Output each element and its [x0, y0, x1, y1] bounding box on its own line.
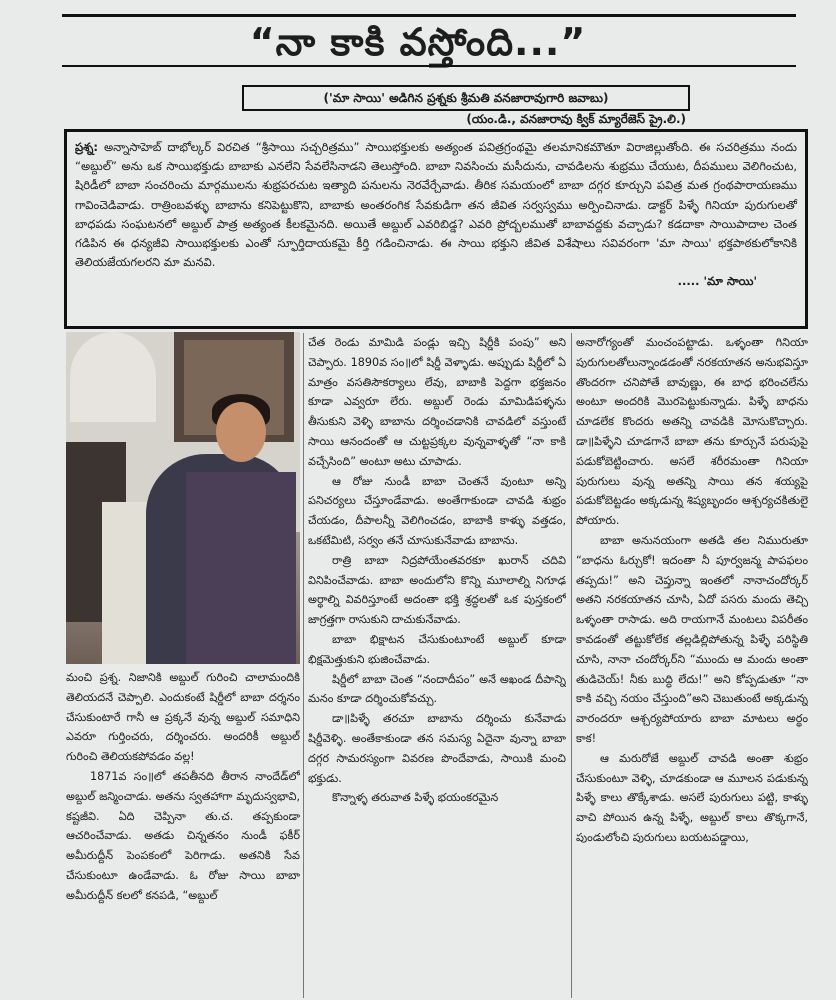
paragraph: ఆ మరురోజే అబ్దుల్ చావడి అంతా శుభ్రం చేసుకుంటూ వెళ్ళి, చూడకుండా ఆ మూలన పడుకున్న పిళ్ళే కాలు తొక్కేశాడు. అసలే పురుగులు పట్టి, కాళ్ళు వాచి పోయిన ఉన్న పిళ్ళే, అబ్దుల్ కాలు తొక్కగానే, పుండులోంచి పురుగులు బయటపడ్డాయి,: [576, 751, 808, 844]
question-text: అన్నాసాహెబ్ దాభోల్కర్ విరచిత “శ్రీసాయి సచ్చరిత్రము” సాయిభక్తులకు అత్యంత పవిత్రగ్రంథమై తలమానికమౌతూ విరాజిల్లుతోంది. ఈ సచరిత్రము నందు “అబ్దుల్” అను ఒక సాయిభక్తుడు బాబాకు ఎనలేని సేవలేసినాడని తెలుస్తోంది. బాబా నివసించు మసీదును, చావడిలను శుభ్రము చేయుట, దీపములు వెలిగించుట, షిరిడీలో బాబా సంచరించు మార్గములను శుభ్రపరచుట ఇత్యాది పనులను నెరవేర్చేవాడు. తీరిక సమయంలో బాబా దగ్గర కూర్చుని పవిత్ర మత గ్రంథపారాయణము గావించెడివాడు. రాత్రింబవళ్ళు బాబాను కనిపెట్టుకొని, బాబాకు అంతరంగిక సేవకుడిగా తన జీవిత సర్వస్వము అర్పించినాడు. డాక్టర్ పిళ్ళే గినియా పురుగులతో బాధపడు సంఘటనలో అబ్దుల్ పాత్ర అత్యంత కీలకమైనది. అయితే అబ్దుల్ ఎవరిబిడ్డ? ఎవరి ప్రోద్బలముతో బాబావద్దకు వచ్చాడు? కడదాకా సాయిపాదాల చెంత గడిపిన ఈ ధన్యజీవి సాయిభక్తులకు ఎంతో స్ఫూర్తిదాయకమై కీర్తి గడించినాడు. ఈ సాయి భక్తుని జీవిత విశేషాలు సవివరంగా 'మా సాయి' భక్తపాఠకులోకానికి తెలియజేయగలరని మా మనవి.: [75, 140, 798, 270]
title-rule-bottom: [62, 65, 796, 67]
paragraph: మంచి ప్రశ్న. నిజానికి అబ్దుల్ గురించి చాలామందికి తెలియదనే చెప్పాలి. ఎందుకంటే షిర్డీలో బాబా దర్శనం చేసుకుంటారే గానీ ఆ ప్రక్కనే వున్న అబ్దుల్ సమాధిని ఎవరూ గుర్తించరు, దర్శించరు. అందరికీ అబ్దుల్ గురించి తెలియకపోవడం వల్ల!: [66, 671, 300, 764]
column-divider: [571, 333, 572, 998]
question-signature: ..... 'మా సాయి': [677, 274, 757, 289]
author-designation: (యం.డి., వనజారావు క్విక్ మ్యారేజెస్ ప్రై.లి.): [466, 112, 686, 126]
column-3: [576, 333, 808, 998]
paragraph: డా॥పిళ్ళే తరచూ బాబాను దర్శించు కునేవాడు షిర్డీవెళ్ళి. అంతేకాకుండా తన సమస్య ఏదైనా వున్నా బాబా దగ్గర సామరస్యంగా వివరణ పొందేవాడు, సాయికి మంచి భక్తుడు.: [308, 712, 566, 785]
saree: [186, 472, 296, 664]
paragraph: రాత్రి బాబా నిద్రపోయేంతవరకూ ఖురాన్ చదివి వినిపించేవాడు. బాబా అందులోని కొన్ని మూలాల్ని నిగూఢ అర్థాల్ని వివరిస్తూంటే అదంతా భక్తి శ్రద్ధలతో ఒక పుస్తకంలో జాగ్రత్తగా రాసుకుని దాచుకునేవాడు.: [308, 553, 566, 627]
column-1: [66, 668, 300, 998]
question-box: [64, 129, 808, 329]
paragraph: అనారోగ్యంతో మంచంపట్టాడు. ఒళ్ళంతా గినియా పురుగులతోలున్నాండడంతో నరకయాతన అనుభవిస్తూ తొందరగా చనిపోతే బావుణ్ణు, ఈ బాధ భరించలేను అంటూ అందరికి మొరపెట్టుకున్నాడు. పిళ్ళే బాధను చూడలేక కొందరు అతన్ని చావడికి మోసుకొచ్చారు. డా॥పిళ్ళేని చూడగానే బాబా తను కూర్చునే పరుపుపై పడుకోబెట్టించారు. అసలే శరీరమంతా గినియా పురుగులు వున్న అతన్ని సాయి తన శయ్యపై పడుకోబెట్టడం అక్కడున్న శిష్యబృందం ఆశ్చర్యచకితులై పోయారు.: [576, 336, 808, 528]
paragraph: 1871వ సం॥లో తపతీనది తీరాన నాందేడ్‌లో అబ్దుల్ జన్మించాడు. అతను స్వతహాగా మృదుస్వభావి, కష్టజీవి. ఏది చెప్పినా తు.చ. తప్పకుండా ఆచరించేవాడు. అతడు చిన్నతనం నుండీ ఫకీర్ అమీరుద్దీన్ పెంపకంలో పెరిగాడు. అతనికి సేవ చేసుకుంటూ ఉండేవాడు. ఓ రోజు సాయి బాబా అమీరుద్దీన్ కలలో కనపడి, “అబ్దుల్: [66, 769, 300, 902]
column-2: [308, 333, 566, 998]
question-label: ప్రశ్న:: [75, 140, 98, 154]
article-title: “నా కాకి వస్తోంది...”: [249, 20, 587, 64]
paragraph: షిర్డీలో బాబా చెంత “నందాదీపం” అనే అఖండ దీపాన్ని మనం కూడా దర్శించుకోవచ్చు.: [308, 672, 566, 706]
author-photo: [66, 332, 300, 664]
paragraph: చేత రెండు మామిడి పండ్లు ఇచ్చి షిర్డీకి పంపు” అని చెప్పారు. 1890వ సం॥లో షిర్డీ వెళ్ళాడు. అప్పుడు షిర్డీలో ఏ మాత్రం వసతిసౌకర్యాలు లేవు, బాబాకి పెద్దగా భక్తజనం కూడా ఎవ్వరూ లేరు. అబ్దుల్ రెండు మామిడిపళ్ళను తీసుకుని వెళ్ళి బాబాను దర్శించడానికి చావడిలో వస్తుంటే సాయి ఆనందంతో ఆ చుట్టప్రక్కల వున్నవాళ్ళతో “నా కాకి వచ్చేసింది” అంటూ అటు చూపాడు.: [308, 336, 566, 468]
person-head: [216, 402, 266, 462]
paragraph: కొన్నాళ్ళ తరువాత పిళ్ళే భయంకరమైన: [332, 791, 499, 805]
article-subtitle: ('మా సాయి' అడిగిన ప్రశ్నకు శ్రీమతి వనజారావుగారి జవాబు): [242, 85, 690, 111]
column-divider: [303, 333, 304, 998]
paragraph: ఆ రోజు నుండీ బాబా చెంతనే వుంటూ అన్ని పనిచర్యలు చేస్తూండేవాడు. అంతేగాకుండా చావడి శుభ్రం చేయడం, దీపాలన్నీ వెలిగించడం, బాబాకి కాళ్ళు వత్తడం, ఒకటేమిటి, సర్వం తనే చూసుకునేవాడు బాబాను.: [308, 474, 566, 547]
paragraph: బాబా భిక్షాటన చేసుకుంటూంటే అబ్దుల్ కూడా భిక్షమెత్తుకుని భుజించేవాడు.: [308, 632, 566, 666]
paragraph: బాబా అనునయంగా అతడి తల నిమురుతూ “బాధను ఓర్చుకో! ఇదంతా నీ పూర్వజన్మ పాపఫలం తప్పదు!” అని చెప్తున్నా ఇంతలో నానాచందోర్కర్ అతని నరకయాతన చూసి, ఏదో పసరు మందు తెచ్చి ఒళ్ళంతా రాసాడు. అది రాయగానే మంటలు విపరీతం కావడంతో తట్టుకోలేక తల్లడిల్లిపోతున్న పిళ్ళే పరిస్థితి చూసి, నానా చందోర్కర్‌ని “ముందు ఆ మందు అంతా తుడిచెయ్! నీకు బుద్ధి లేదు!” అని కోప్పడుతూ “నా కాకి వచ్చి నయం చేస్తుంది”అని చెబుతుంటే అక్కడున్న వారందరూ ఆశ్చర్యపోయారు బాబా మాటలు అర్థం కాక!: [576, 533, 808, 745]
peacock-decoration: [70, 332, 156, 422]
title-rule-top: [62, 14, 796, 17]
